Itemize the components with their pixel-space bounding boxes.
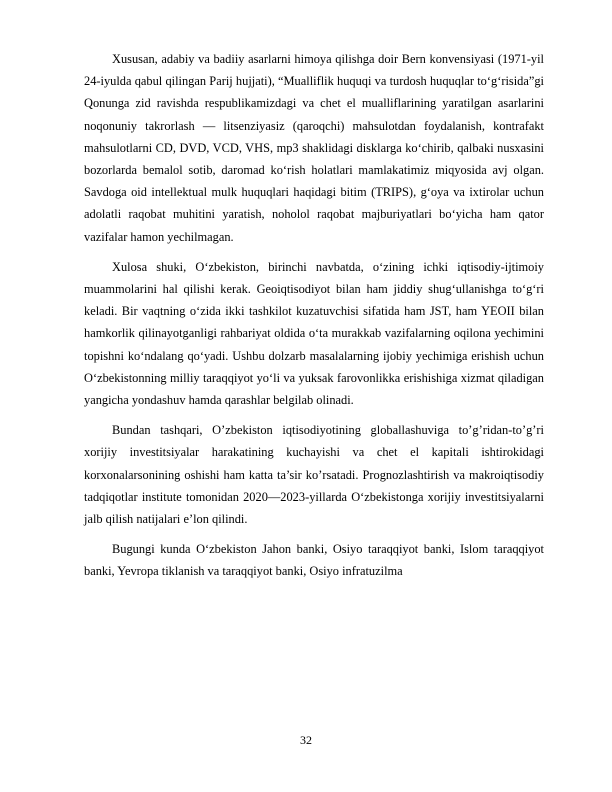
paragraph-international-banks: Bugungi kunda O‘zbekiston Jahon banki, Osiyo taraqqiyot banki, Islom taraqqiyot banki, Yevropa tiklanish va taraqqiyot banki, Osiyo infratuzilma (84, 542, 544, 579)
paragraph-copyright-infringement: Xususan, adabiy va badiiy asarlarni himoya qilishga doir Bern konvensiyasi (1971-yil 24-iyulda qabul qilingan Parij hujjati), “Mualliflik huquqi va turdosh huquqlar to‘g‘risida”gi Qonunga zid ravishda respublikamizdagi va chet el mualliflarining yaratilgan asarlarini noqonuniy takrorlash — litsenziyasiz (qaroqchi) mahsulotdan foydalanish, kontrafakt mahsulotlarni CD, DVD, VCD, VHS, mp3 shaklidagi disklarga ko‘chirib, qalbaki nusxasini bozorlarda bemalol sotib, daromad ko‘rish holatlari mamlakatimiz miqyosida avj olgan. Savdoga oid intellektual mulk huquqlari haqidagi bitim (TRIPS), g‘oya va ixtirolar uchun adolatli raqobat muhitini yaratish, noholol raqobat majburiyatlari bo‘yicha ham qator vazifalar hamon yechilmagan. (84, 52, 544, 244)
document-body (84, 48, 544, 591)
page-number: 32 (300, 733, 312, 747)
paragraph-conclusion: Xulosa shuki, O‘zbekiston, birinchi navbatda, o‘zining ichki iqtisodiy-ijtimoiy muammolarini hal qilishi kerak. Geoiqtisodiyot bilan ham jiddiy shug‘ullanishga to‘g‘ri keladi. Bir vaqtning o‘zida ikki tashkilot kuzatuvchisi sifatida ham JST, ham YEOII bilan hamkorlik qilinayotganligi rahbariyat oldida o‘ta murakkab vazifalarning oqilona yechimini topishni ko‘ndalang qo‘yadi. Ushbu dolzarb masalalarning ijobiy yechimiga erishish uchun O‘zbekistonning milliy taraqqiyot yo‘li va yuksak farovonlikka erishishiga xizmat qiladigan yangicha yondashuv hamda qarashlar belgilab olinadi. (84, 259, 544, 408)
paragraph-foreign-investment: Bundan tashqari, O’zbekiston iqtisodiyotining globallashuviga to’g’ridan-to’g’ri xorijiy investitsiyalar harakatining kuchayishi va chet el kapitali ishtirokidagi korxonalarsonining oshishi ham katta ta’sir ko’rsatadi. Prognozlashtirish va makroiqtisodiy tadqiqotlar institute tomonidan 2020—2023-yillarda O‘zbekistonga xorijiy investitsiyalarni jalb qilish natijalari e’lon qilindi. (84, 423, 544, 527)
